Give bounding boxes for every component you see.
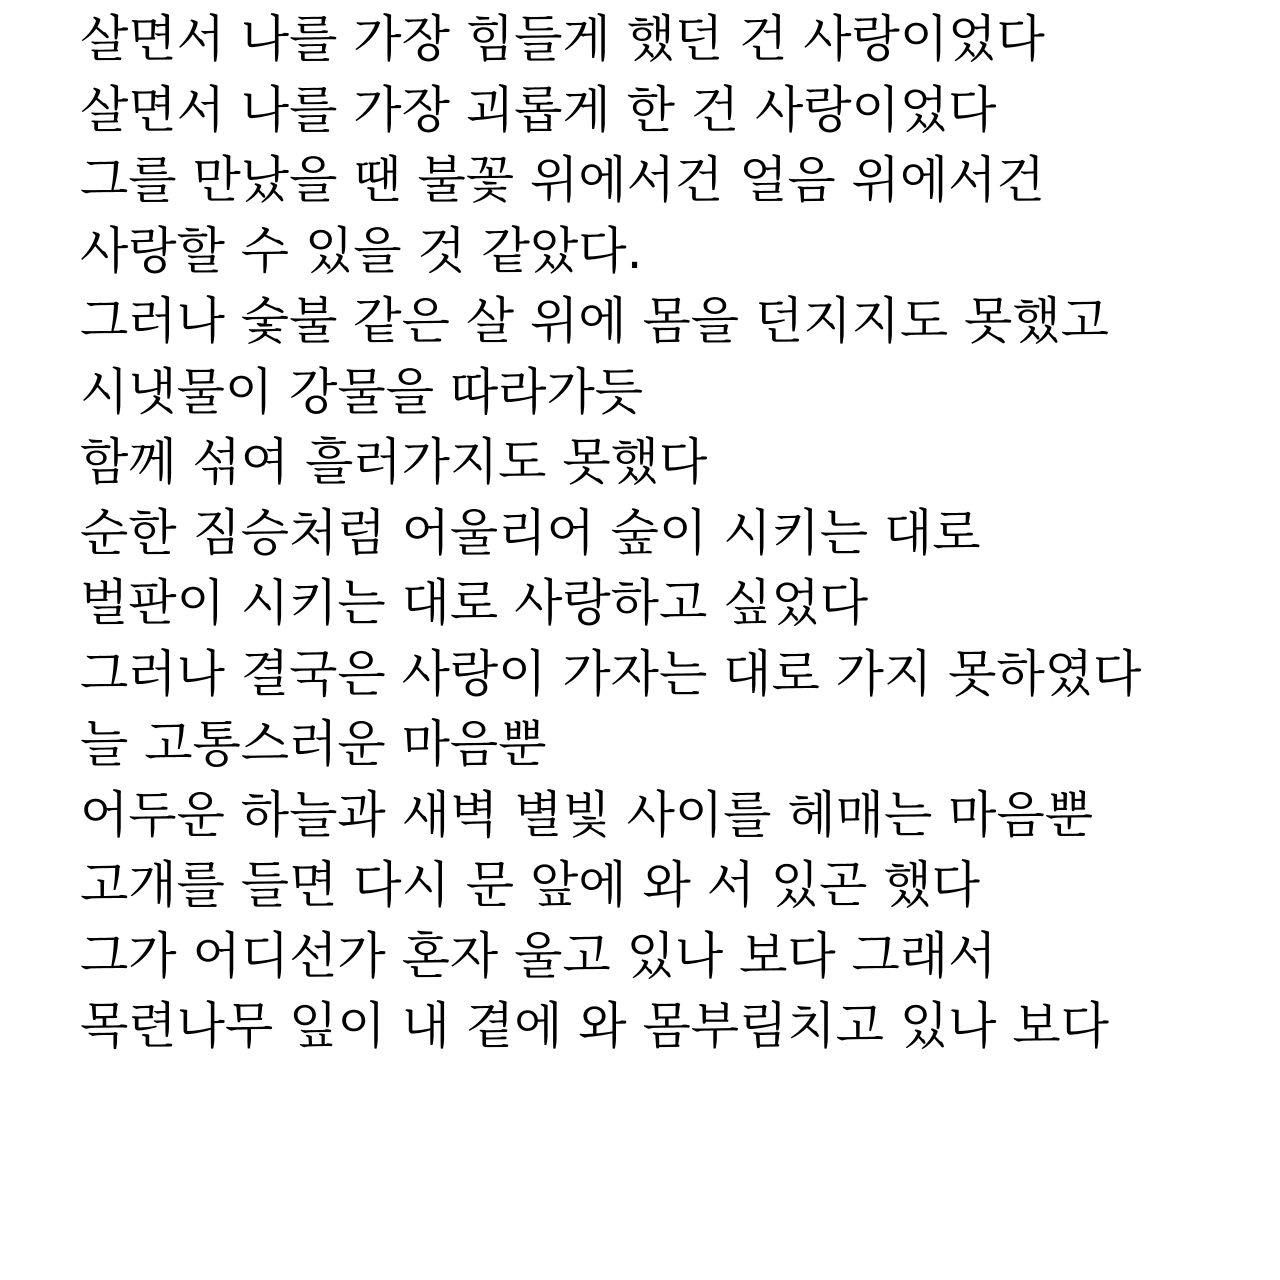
poem-line-4: 사랑할 수 있을 것 같았다. [80,221,643,280]
poem-line-1: 살면서 나를 가장 힘들게 했던 건 사랑이었다 [80,10,1045,68]
poem-line-11: 늘 고통스러운 마음뿐 [80,715,547,773]
poem-line-6: 시냇물이 강물을 따라가듯 [80,362,644,421]
poem-line-3: 그를 만났을 땐 불꽃 위에서건 얼음 위에서건 [80,151,1045,209]
poem-line-13: 고개를 들면 다시 문 앞에 와 서 있곤 했다 [80,856,980,914]
poem-line-12: 어두운 하늘과 새벽 별빛 사이를 헤매는 마음뿐 [80,785,1094,844]
poem-line-15: 목련나무 잎이 내 곁에 와 몸부림치고 있나 보다 [80,997,1109,1055]
poem-line-10: 그러나 결국은 사랑이 가자는 대로 가지 못하였다 [80,644,1142,703]
poem-line-7: 함께 섞여 흘러가지도 못했다 [80,433,708,491]
poem-line-2: 살면서 나를 가장 괴롭게 한 건 사랑이었다 [80,80,997,139]
poem-line-14: 그가 어디선가 혼자 울고 있나 보다 그래서 [80,926,997,985]
poem-line-8: 순한 짐승처럼 어울리어 숲이 시키는 대로 [80,503,981,562]
poem-text [80,4,1260,1062]
poem-line-9: 벌판이 시키는 대로 사랑하고 싶었다 [80,574,869,632]
poem-line-5: 그러나 숯불 같은 살 위에 몸을 던지지도 못했고 [80,292,1109,350]
